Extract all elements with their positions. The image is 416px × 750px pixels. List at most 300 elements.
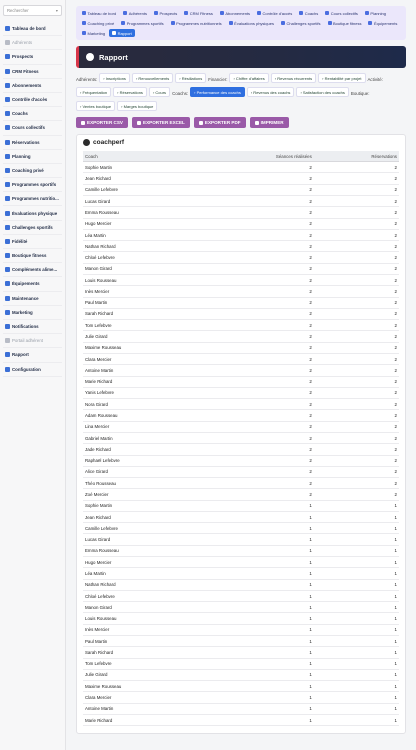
export-actions [76,117,406,128]
sidebar-item-label: Fidélité [12,238,28,244]
sidebar-item[interactable] [3,320,62,334]
table-cell: Paul Martin [83,297,199,308]
table-cell: Marie Richard [83,714,199,725]
table-cell: 1 [199,703,314,714]
table-cell: 1 [199,658,314,669]
table-row [83,331,399,342]
table-row [83,263,399,274]
sidebar-item-label: Challenges sportifs [12,224,53,230]
table-cell: 1 [314,557,399,568]
csv-icon [81,121,85,125]
table-cell: Paul Martin [83,636,199,647]
sidebar-item[interactable] [3,363,62,377]
menu-item-icon [5,239,10,244]
table-cell: Clara Mercier [83,692,199,703]
top-nav-tab-label: Rapport [117,30,132,36]
table-cell: 2 [199,252,314,263]
menu-item-icon [5,182,10,187]
table-cell: 2 [199,297,314,308]
table-cell: 2 [314,478,399,489]
table-cell: Emma Rousseau [83,545,199,556]
table-row [83,444,399,455]
sidebar-item[interactable] [3,206,62,220]
sidebar-item[interactable] [3,263,62,277]
menu-item-icon [5,125,10,130]
tab-icon [281,21,285,25]
sidebar-item[interactable] [3,150,62,164]
table-column-header[interactable]: Coach [83,151,199,162]
table-cell: 2 [199,421,314,432]
sidebar-item-label: Notifications [12,324,39,330]
main-content [76,6,406,734]
table-cell: 1 [199,579,314,590]
table-row [83,399,399,410]
table-cell: Zoé Mercier [83,489,199,500]
table-row [83,297,399,308]
sidebar-item-label: Planning [12,153,31,159]
table-row [83,568,399,579]
pdf-icon [199,121,203,125]
table-cell: 2 [199,218,314,229]
table-cell: 2 [314,297,399,308]
top-nav-tab[interactable] [118,19,166,27]
table-cell: Inès Mercier [83,286,199,297]
table-cell: Chloé Lefebvre [83,590,199,601]
sidebar-item[interactable] [3,93,62,107]
filter-group-label: Boutique: [350,90,370,96]
tab-icon [171,21,175,25]
printer-icon [255,121,259,125]
filter-chip[interactable]: › Renouvellements [132,73,173,83]
top-nav-tab[interactable] [278,19,324,27]
table-row [83,489,399,500]
tab-icon [220,11,224,15]
table-cell: 1 [199,500,314,511]
top-nav-tab[interactable] [79,29,108,37]
table-row [83,196,399,207]
tab-icon [184,11,188,15]
menu-item-icon [5,281,10,286]
table-row [83,342,399,353]
top-nav-tab-label: Abonnements [225,10,251,16]
menu-item-icon [5,26,10,31]
menu-item-icon [5,168,10,173]
tab-icon [121,21,125,25]
top-nav-tab[interactable] [120,9,150,17]
table-cell: 2 [199,432,314,443]
filter-chip[interactable]: › Rentabilité par projet [318,73,365,83]
sidebar-item[interactable] [3,178,62,192]
table-cell: 2 [199,466,314,477]
table-cell: 2 [199,399,314,410]
table-cell: 2 [314,387,399,398]
filter-chip[interactable]: › Cours [149,87,170,97]
table-cell: 2 [199,308,314,319]
table-cell: Nora Girard [83,399,199,410]
table-cell: 2 [314,241,399,252]
menu-item-icon [5,253,10,258]
menu-item-icon [5,338,10,343]
excel-icon [137,121,141,125]
table-cell: Lina Mercier [83,421,199,432]
table-cell: Nathan Richard [83,579,199,590]
menu-item-icon [5,310,10,315]
table-cell: 2 [199,207,314,218]
sidebar-item-label: Maintenance [12,295,39,301]
table-row [83,320,399,331]
menu-item-icon [5,97,10,102]
table-cell: Emma Rousseau [83,207,199,218]
sidebar-item[interactable] [3,292,62,306]
table-cell: 2 [314,376,399,387]
top-nav-tab[interactable] [168,19,225,27]
table-cell: Lucas Girard [83,534,199,545]
table-row [83,387,399,398]
table-cell: 2 [314,218,399,229]
table-cell: 2 [199,196,314,207]
sidebar-item-label: Évaluations physique [12,210,58,216]
export-pdf-label: EXPORTER PDF [204,120,241,125]
top-nav-tab-label: Coachs [304,10,319,16]
table-cell: 2 [314,365,399,376]
table-cell: Manon Girard [83,263,199,274]
table-cell: 2 [314,308,399,319]
sidebar-item-label: Compléments alime... [12,267,58,273]
sidebar-item[interactable] [3,36,62,50]
tab-icon [82,31,86,35]
menu-item-icon [5,111,10,116]
report-title [83,139,399,146]
sidebar-item[interactable] [3,65,62,79]
table-row [83,410,399,421]
top-nav-tab-label: CRM Fitness [189,10,213,16]
table-row [83,523,399,534]
top-nav-tab[interactable] [254,9,295,17]
report-table [83,151,399,726]
table-row [83,590,399,601]
sidebar-item-label: Rapport [12,352,29,358]
tab-icon [257,11,261,15]
filter-chip[interactable]: › Revenus récurrents [271,73,316,83]
sidebar-item[interactable] [3,22,62,36]
table-cell: Camille Lefebvre [83,523,199,534]
table-cell: Sarah Richard [83,647,199,658]
table-row [83,714,399,725]
table-cell: 1 [199,624,314,635]
table-row [83,647,399,658]
table-row [83,613,399,624]
table-row [83,218,399,229]
table-cell: 2 [314,342,399,353]
top-nav-tab[interactable] [79,19,117,27]
table-cell: 1 [314,613,399,624]
table-cell: 1 [199,511,314,522]
table-cell: Léa Martin [83,568,199,579]
table-cell: Gabriel Martin [83,432,199,443]
sidebar-item[interactable] [3,121,62,135]
table-row [83,455,399,466]
top-nav-tab[interactable] [151,9,180,17]
table-cell: 2 [314,173,399,184]
table-cell: 1 [199,613,314,624]
table-cell: 1 [199,523,314,534]
sidebar-item[interactable] [3,79,62,93]
tab-icon [112,31,116,35]
table-cell: Hugo Mercier [83,557,199,568]
tab-icon [299,11,303,15]
sidebar-item[interactable] [3,235,62,249]
menu-item-icon [5,324,10,329]
sidebar-item-label: Configuration [12,366,41,372]
table-cell: Manon Girard [83,602,199,613]
filter-row [76,87,406,99]
sidebar-item-label: CRM Fitness [12,68,39,74]
table-cell: Louis Rousseau [83,613,199,624]
table-cell: Théo Rousseau [83,478,199,489]
filter-row [76,101,406,113]
menu-item-icon [5,267,10,272]
table-row [83,669,399,680]
table-cell: Tom Lefebvre [83,320,199,331]
sidebar-item[interactable] [3,277,62,291]
report-title-text: coachperf [93,139,125,146]
menu-item-icon [5,69,10,74]
sidebar-item[interactable] [3,136,62,150]
top-nav-tab[interactable] [325,19,365,27]
table-column-header[interactable]: Réservations [314,151,399,162]
table-cell: 2 [314,162,399,173]
table-cell: 2 [314,286,399,297]
sidebar-item[interactable] [3,164,62,178]
table-cell: 1 [314,511,399,522]
table-cell: 2 [199,365,314,376]
table-cell: Lucas Girard [83,196,199,207]
table-cell: 1 [314,669,399,680]
sidebar-item[interactable] [3,221,62,235]
table-cell: Louis Rousseau [83,275,199,286]
filter-chip[interactable]: › Fréquentation [76,87,111,97]
top-nav-tab[interactable] [296,9,321,17]
table-cell: 1 [314,714,399,725]
table-cell: 1 [314,579,399,590]
table-row [83,365,399,376]
sidebar-item-label: Marketing [12,309,33,315]
table-cell: 1 [314,692,399,703]
sidebar-item-label: Adhérents [12,40,33,46]
menu-item-icon [5,352,10,357]
print-label: IMPRIMER [260,120,284,125]
export-pdf-button[interactable] [194,117,246,128]
export-excel-button[interactable] [132,117,190,128]
table-row [83,229,399,240]
sidebar-item[interactable] [3,306,62,320]
table-cell: Tom Lefebvre [83,658,199,669]
top-nav-tab-label: Adhérents [128,10,147,16]
table-row [83,478,399,489]
top-nav-tab[interactable] [217,9,253,17]
table-cell: 1 [199,669,314,680]
report-filters [76,73,406,113]
table-cell: 2 [314,410,399,421]
sidebar-item-label: Abonnements [12,82,42,88]
top-nav-tab-label: Boutique fitness [333,20,362,26]
sidebar-menu [3,22,62,377]
table-row [83,557,399,568]
filter-chip[interactable]: › Revenus des coachs [247,87,295,97]
filter-chip[interactable]: › Inscriptions [99,73,130,83]
print-button[interactable] [250,117,289,128]
sidebar-item[interactable] [3,107,62,121]
table-cell: 2 [314,466,399,477]
table-cell: 1 [314,500,399,511]
table-row [83,353,399,364]
sidebar-item-label: Contrôle d'accès [12,97,48,103]
table-cell: 2 [199,331,314,342]
sidebar-item[interactable] [3,50,62,64]
table-cell: Camille Lefebvre [83,184,199,195]
table-row [83,308,399,319]
top-nav-tab-label: Cours collectifs [330,10,358,16]
top-nav-tab[interactable] [322,9,361,17]
tab-icon [365,11,369,15]
menu-item-icon [5,225,10,230]
tab-icon [82,21,86,25]
table-cell: Léa Martin [83,229,199,240]
table-cell: 1 [199,590,314,601]
sidebar-item-label: Réservations [12,139,40,145]
filter-row [76,73,406,85]
top-nav-tab[interactable] [109,29,135,37]
top-nav-tab[interactable] [365,19,400,27]
table-cell: 1 [199,568,314,579]
top-nav-tab-label: Programmes sportifs [126,20,164,26]
table-cell: Alice Girard [83,466,199,477]
table-row [83,681,399,692]
tab-icon [325,11,329,15]
page-title: Rapport [99,52,128,62]
filter-chip[interactable]: › Chiffre d'affaires [229,73,268,83]
top-nav-tab[interactable] [226,19,277,27]
table-cell: 2 [199,410,314,421]
filter-chip[interactable]: › Réservations [113,87,147,97]
table-cell: Raphaël Lefebvre [83,455,199,466]
table-row [83,162,399,173]
table-cell: 2 [314,207,399,218]
table-row [83,173,399,184]
top-nav-tab[interactable] [181,9,216,17]
sidebar-item-label: Programmes nutritio... [12,196,59,202]
table-cell: 1 [199,557,314,568]
table-cell: 2 [314,331,399,342]
table-row [83,602,399,613]
report-card [76,134,406,734]
table-cell: 2 [314,229,399,240]
tab-icon [154,11,158,15]
table-row [83,636,399,647]
top-nav-tab-label: Planning [370,10,386,16]
table-cell: Sophie Martin [83,162,199,173]
table-row [83,207,399,218]
table-cell: 1 [314,636,399,647]
table-cell: Marie Richard [83,376,199,387]
table-cell: 1 [314,624,399,635]
menu-item-icon [5,367,10,372]
sidebar-search-input[interactable] [3,5,62,16]
top-nav-tab-label: Marketing [87,30,106,36]
export-excel-label: EXPORTER EXCEL [143,120,185,125]
menu-item-icon [5,40,10,45]
table-cell: 1 [199,534,314,545]
table-cell: Julie Girard [83,669,199,680]
sidebar-item[interactable] [3,348,62,362]
sidebar-item[interactable] [3,249,62,263]
table-row [83,624,399,635]
table-row [83,500,399,511]
table-cell: 1 [314,568,399,579]
table-cell: 1 [314,602,399,613]
table-cell: 1 [199,602,314,613]
table-row [83,275,399,286]
table-cell: 2 [314,320,399,331]
filter-chip[interactable]: › Résiliations [175,73,206,83]
table-cell: 1 [314,703,399,714]
table-cell: 1 [199,692,314,703]
table-header-row [83,151,399,162]
table-cell: Antoine Martin [83,703,199,714]
sidebar-item[interactable] [3,192,62,206]
export-csv-button[interactable] [76,117,128,128]
table-row [83,703,399,714]
table-cell: 2 [199,455,314,466]
table-cell: 2 [199,162,314,173]
search-placeholder: Rechercher [7,8,29,13]
page-header [76,46,406,68]
table-cell: Maxime Rousseau [83,681,199,692]
sidebar-item[interactable] [3,334,62,348]
sidebar-item-label: Tableau de bord [12,26,46,32]
table-cell: 2 [314,432,399,443]
sidebar-item-label: Coaching privé [12,167,44,173]
menu-item-icon [5,54,10,59]
filter-chip[interactable]: › Ventes boutique [76,101,115,111]
table-row [83,658,399,669]
table-column-header[interactable]: Séances réalisées [199,151,314,162]
table-cell: 2 [314,353,399,364]
table-cell: Hugo Mercier [83,218,199,229]
table-cell: 1 [199,545,314,556]
filter-chip[interactable]: › Performance des coachs [190,87,245,97]
filter-chip[interactable]: › Satisfaction des coachs [296,87,348,97]
table-row [83,579,399,590]
top-nav-tab-label: Programmes nutritionnels [176,20,222,26]
table-cell: 2 [314,275,399,286]
top-nav-tab-label: Équipements [373,20,398,26]
table-row [83,692,399,703]
sidebar-item-label: Équipements [12,281,40,287]
table-cell: 2 [199,184,314,195]
table-row [83,184,399,195]
top-nav-tab-label: Prospects [159,10,178,16]
sidebar-item-label: Prospects [12,54,34,60]
table-row [83,376,399,387]
menu-item-icon [5,83,10,88]
filter-group-label: Adhérents: [76,76,98,82]
top-nav-tab[interactable] [362,9,389,17]
filter-chip[interactable]: › Marges boutique [117,101,157,111]
table-row [83,241,399,252]
top-nav-tab[interactable] [79,9,119,17]
top-nav-tab-label: Contrôle d'accès [262,10,293,16]
